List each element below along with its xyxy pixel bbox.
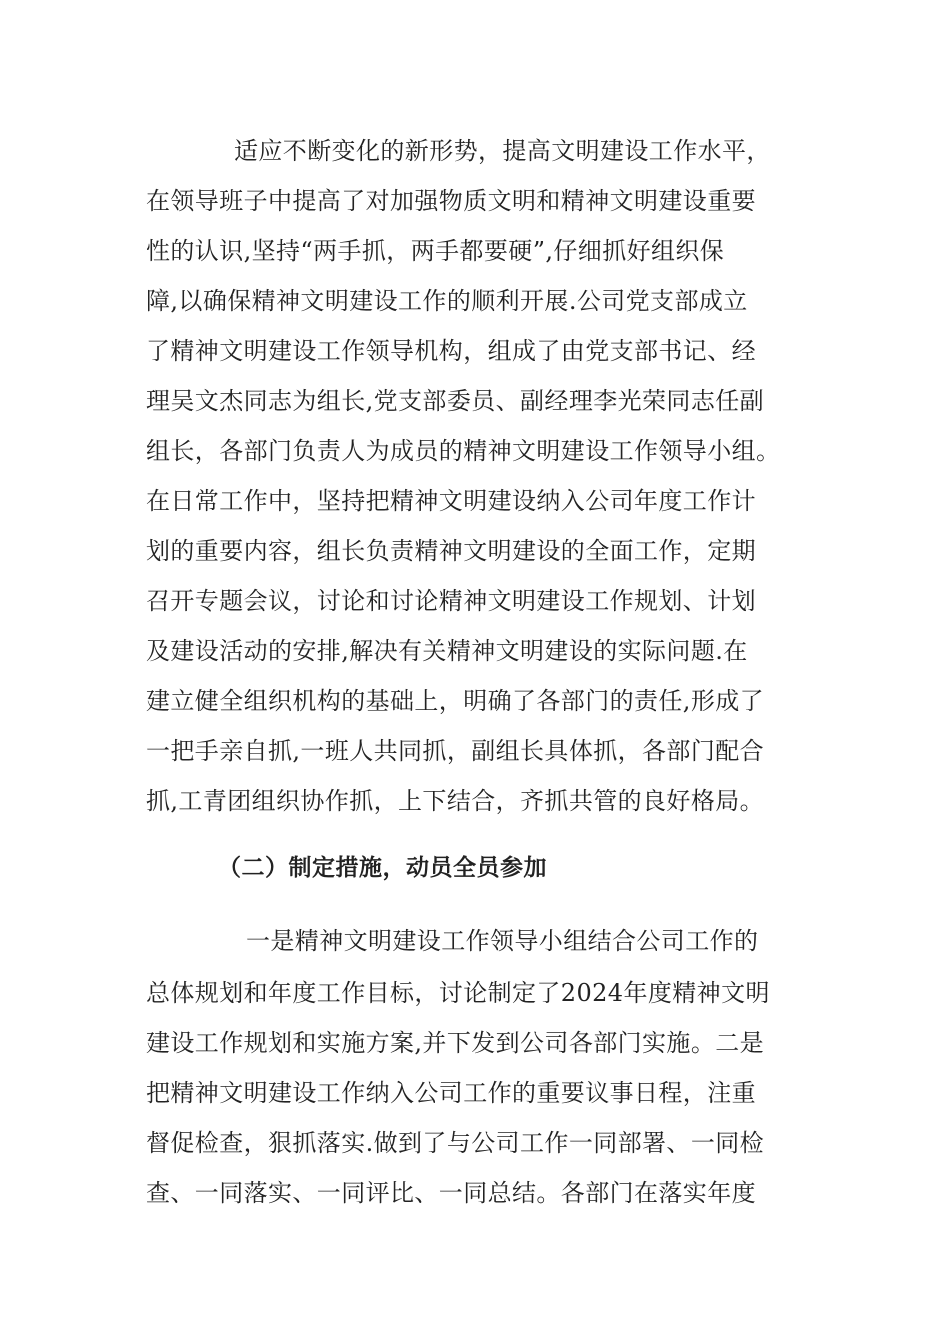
paragraph-line: 召开专题会议，讨论和讨论精神文明建设工作规划、计划: [146, 587, 756, 615]
paragraph-line: 适应不断变化的新形势，提高文明建设工作水平，: [234, 137, 771, 165]
paragraph-line: 查、一同落实、一同评比、一同总结。各部门在落实年度: [146, 1179, 756, 1207]
section-heading: （二）制定措施，动员全员参加: [218, 855, 547, 881]
paragraph-line: 督促检查，狠抓落实.做到了与公司工作一同部署、一同检: [146, 1129, 765, 1157]
paragraph-line: 理吴文杰同志为组长,党支部委员、副经理李光荣同志任副: [146, 387, 765, 415]
paragraph-line: 建立健全组织机构的基础上，明确了各部门的责任,形成了: [146, 687, 765, 715]
paragraph-line: 划的重要内容，组长负责精神文明建设的全面工作，定期: [146, 537, 756, 565]
paragraph-line: 把精神文明建设工作纳入公司工作的重要议事日程，注重: [146, 1079, 756, 1107]
paragraph-line: 建设工作规划和实施方案,并下发到公司各部门实施。二是: [146, 1029, 765, 1057]
paragraph-line: 性的认识,坚持“两手抓，两手都要硬”,仔细抓好组织保: [146, 237, 725, 265]
paragraph-line: 抓,工青团组织协作抓，上下结合，齐抓共管的良好格局。: [146, 787, 765, 815]
paragraph-line: 障,以确保精神文明建设工作的顺利开展.公司党支部成立: [146, 287, 748, 315]
paragraph-line: 在领导班子中提高了对加强物质文明和精神文明建设重要: [146, 187, 756, 215]
paragraph-line: 总体规划和年度工作目标，讨论制定了2024年度精神文明: [146, 979, 770, 1007]
paragraph-line: 了精神文明建设工作领导机构，组成了由党支部书记、经: [146, 337, 756, 365]
paragraph-line: 在日常工作中，坚持把精神文明建设纳入公司年度工作计: [146, 487, 756, 515]
paragraph-line: 组长，各部门负责人为成员的精神文明建设工作领导小组。: [146, 437, 781, 465]
paragraph-line: 一把手亲自抓,一班人共同抓，副组长具体抓，各部门配合: [146, 737, 765, 765]
paragraph-line: 一是精神文明建设工作领导小组结合公司工作的: [246, 927, 759, 955]
paragraph-line: 及建设活动的安排,解决有关精神文明建设的实际问题.在: [146, 637, 748, 665]
